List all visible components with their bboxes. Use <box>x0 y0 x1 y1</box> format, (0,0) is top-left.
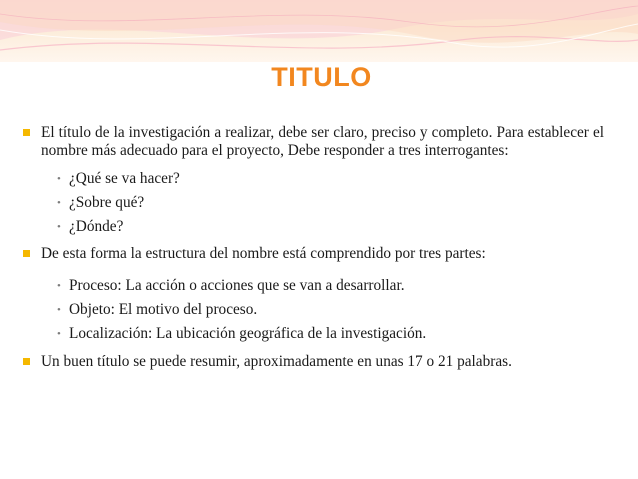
sub-bullet-icon: • <box>57 173 61 185</box>
sub-list-item <box>38 215 604 239</box>
bullet-item <box>38 353 604 371</box>
bullet-square-icon <box>23 250 30 257</box>
bullet-square-icon <box>23 358 30 365</box>
sub-item-text: ¿Qué se va hacer? <box>69 170 180 187</box>
sub-item-text: Objeto: El motivo del proceso. <box>69 301 258 318</box>
bullet-item <box>38 124 604 239</box>
sub-list-item <box>38 298 604 322</box>
sub-bullet-icon: • <box>57 304 61 316</box>
sub-item-text: ¿Dónde? <box>69 218 124 235</box>
bullet-square-icon <box>23 129 30 136</box>
sub-list-item <box>38 191 604 215</box>
sub-bullet-icon: • <box>57 221 61 233</box>
bullet-list <box>38 124 604 371</box>
sub-item-text: Proceso: La acción o acciones que se van a desarrollar. <box>69 277 405 294</box>
sub-list <box>38 167 604 239</box>
decorative-waves <box>0 0 638 62</box>
sub-list-item <box>38 167 604 191</box>
bullet-text: El título de la investigación a realizar, debe ser claro, preciso y completo. Para establecer el nombre más adecuado para el proyecto, Debe responder a tres interrogantes: <box>41 124 604 159</box>
bullet-text: Un buen título se puede resumir, aproximadamente en unas 17 o 21 palabras. <box>41 353 512 370</box>
sub-list <box>38 274 604 346</box>
sub-list-item <box>38 322 604 346</box>
slide-title: TITULO <box>271 62 372 92</box>
sub-bullet-icon: • <box>57 280 61 292</box>
bullet-item <box>38 245 604 346</box>
sub-item-text: Localización: La ubicación geográfica de la investigación. <box>69 325 427 342</box>
bullet-text: De esta forma la estructura del nombre está comprendido por tres partes: <box>41 245 486 262</box>
sub-list-item <box>38 274 604 298</box>
sub-item-text: ¿Sobre qué? <box>69 194 145 211</box>
decorative-header-band <box>0 0 638 62</box>
sub-bullet-icon: • <box>57 197 61 209</box>
sub-bullet-icon: • <box>57 328 61 340</box>
